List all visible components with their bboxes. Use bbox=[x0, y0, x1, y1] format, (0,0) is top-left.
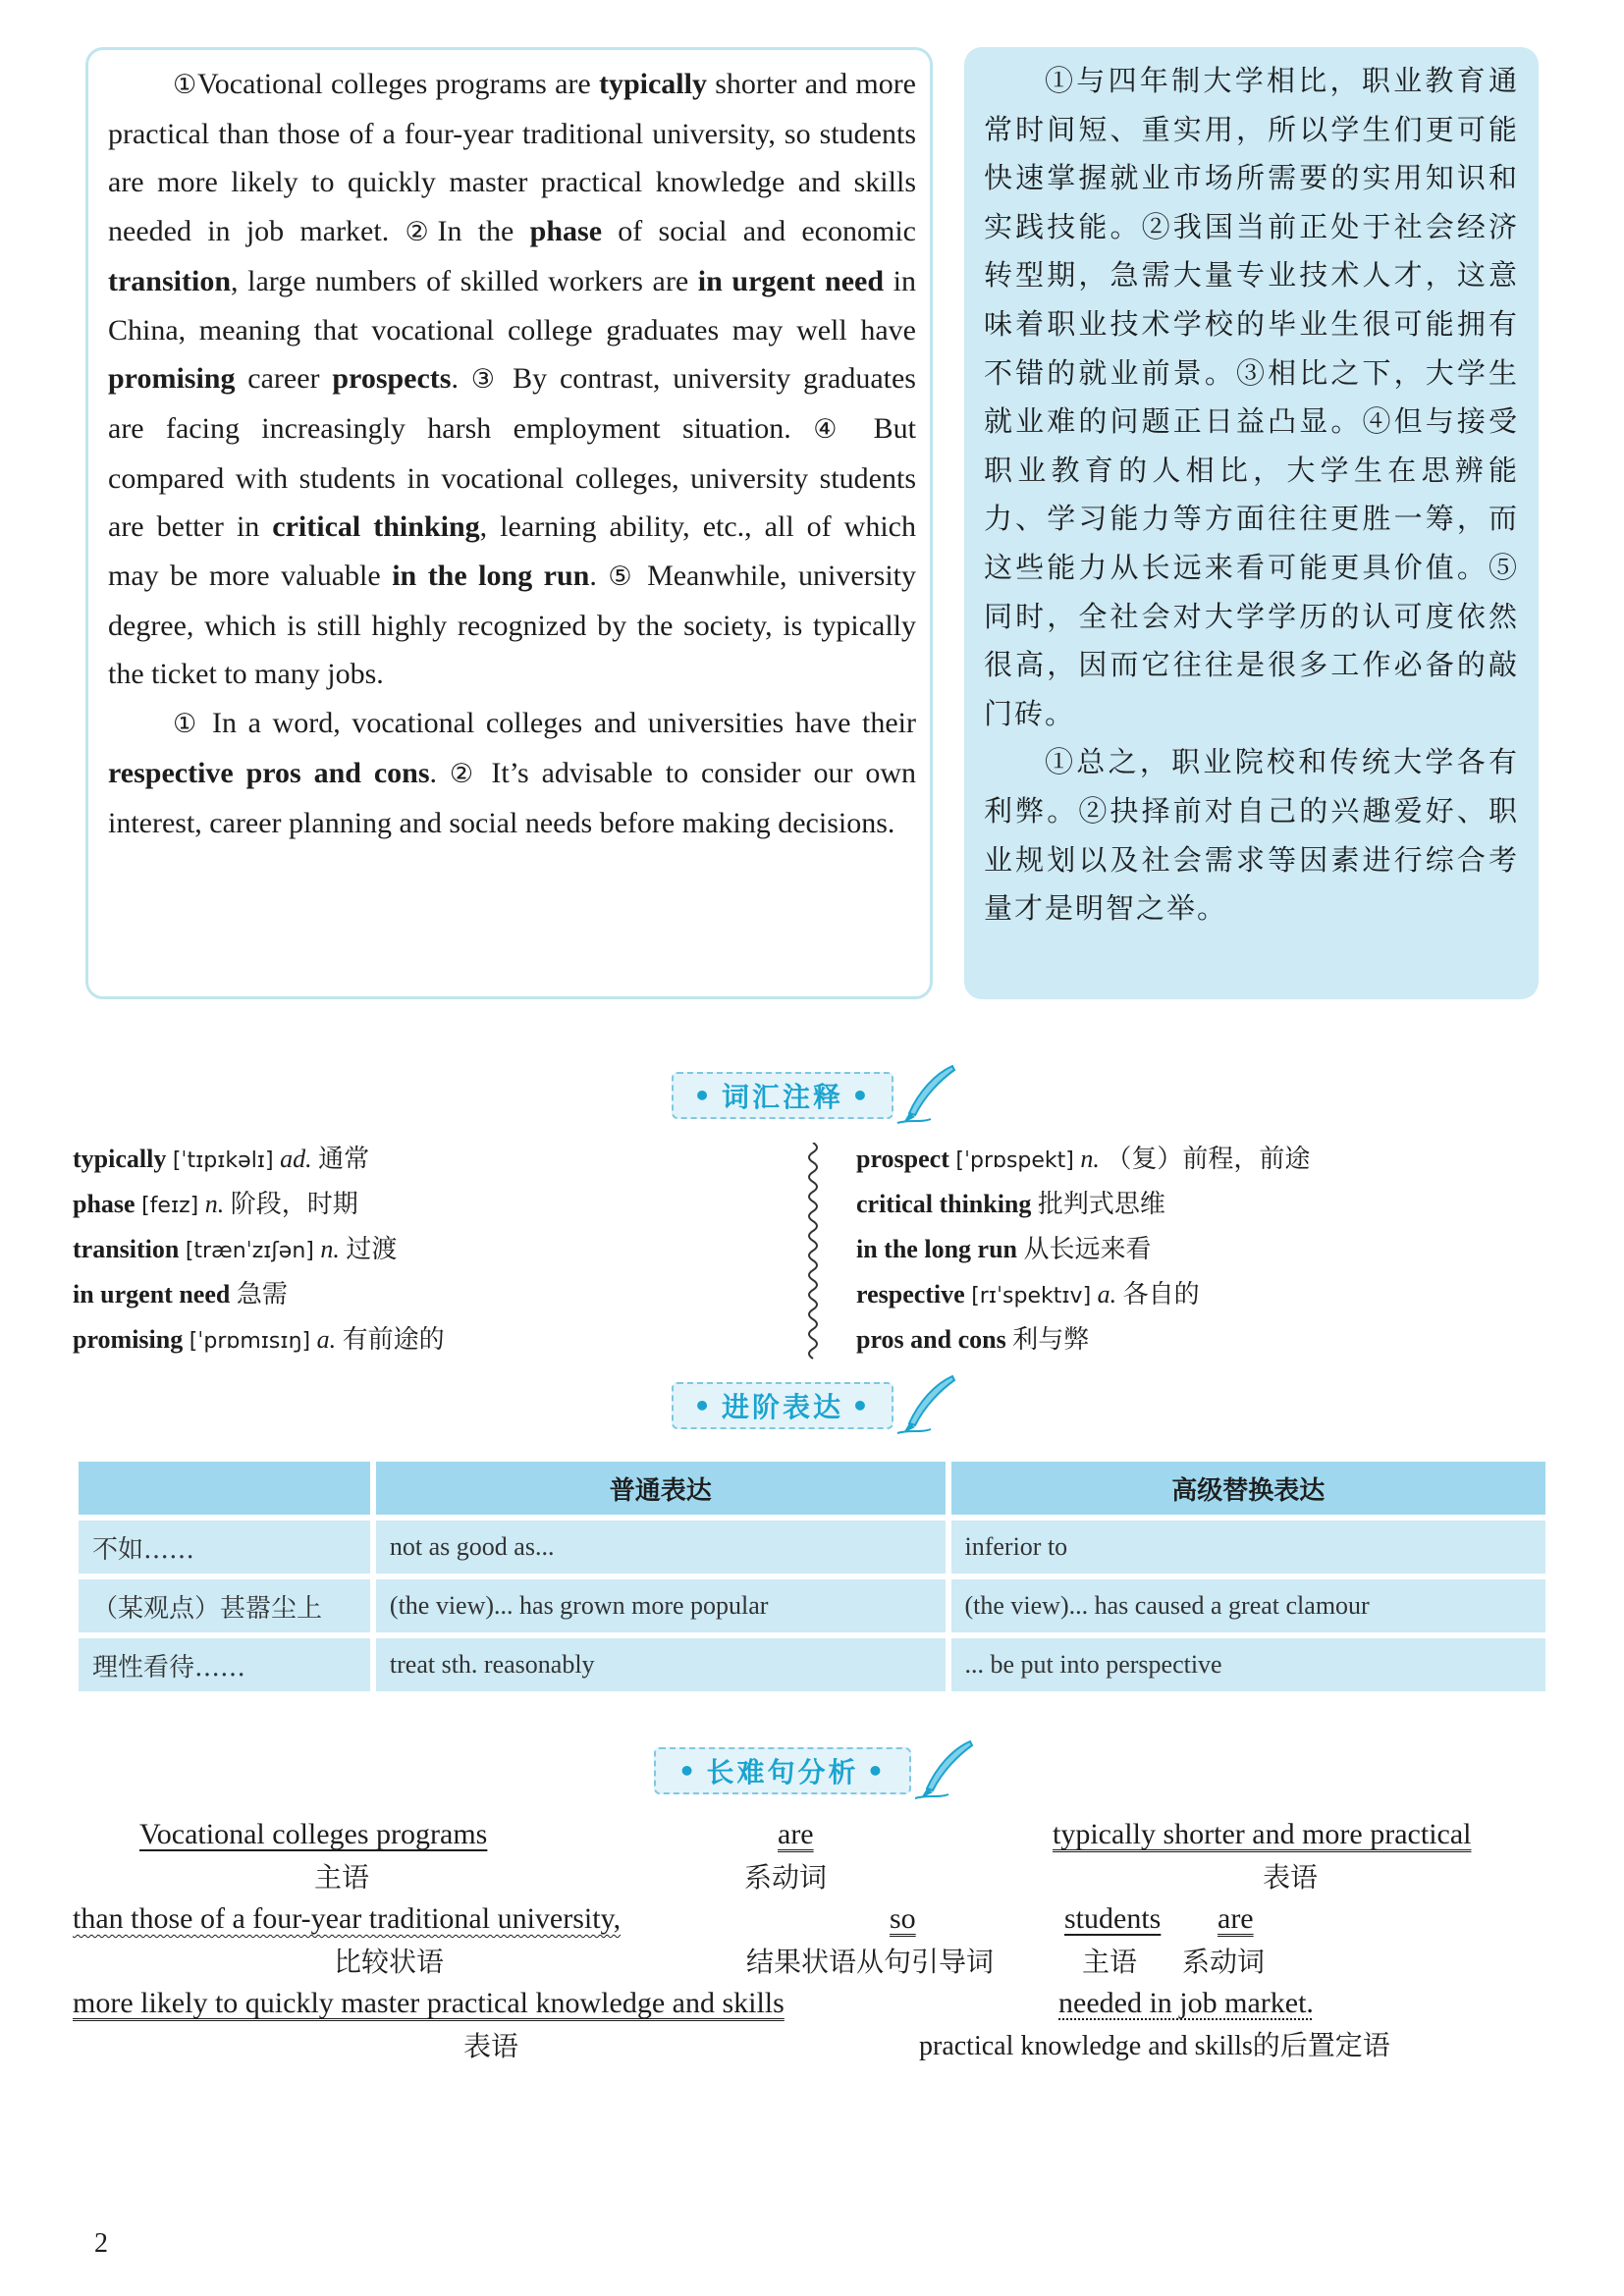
chinese-passage-box bbox=[964, 47, 1539, 999]
english-paragraph-1 bbox=[108, 60, 916, 699]
sentence-number: ② bbox=[405, 217, 438, 248]
key-term: typically bbox=[598, 68, 707, 100]
vocab-item bbox=[856, 1137, 1543, 1182]
analysis-conjunction-label: 结果状语从句引导词 bbox=[746, 1946, 995, 1978]
vocab-meaning: 通常 bbox=[318, 1145, 370, 1174]
vocab-word: phase bbox=[73, 1190, 135, 1218]
table-cell-topic: 理性看待…… bbox=[79, 1638, 370, 1691]
vocab-item bbox=[73, 1182, 819, 1227]
vocab-item bbox=[73, 1272, 819, 1317]
advanced-section-header: • 进阶表达 • bbox=[672, 1382, 893, 1429]
key-term: respective pros and cons bbox=[108, 756, 430, 789]
analysis-subject-2-label: 主语 bbox=[1082, 1946, 1138, 1978]
analysis-attributive: needed in job market. bbox=[1058, 1987, 1314, 2019]
vocab-meaning: 急需 bbox=[236, 1280, 288, 1309]
passage-text: . bbox=[589, 560, 609, 593]
vocab-pos: n. bbox=[1080, 1145, 1100, 1173]
passage-text: . bbox=[451, 362, 471, 396]
analysis-predicative: typically shorter and more practical bbox=[1053, 1818, 1472, 1850]
vocab-word: respective bbox=[856, 1280, 965, 1308]
table-cell-advanced: inferior to bbox=[951, 1521, 1546, 1574]
chinese-paragraph-1: ①与四年制大学相比，职业教育通常时间短、重实用，所以学生们更可能快速掌握就业市场所需要的实用知识和实践技能。②我国当前正处于社会经济转型期，急需大量专业技术人才，这意味着职业技术学校的毕业生很可能拥有不错的就业前景。③相比之下，大学生就业难的问题正日益凸显。④但与接受职业教育的人相比，大学生在思辨能力、学习能力等方面往往更胜一筹，而这些能力从长远来看可能更具价值。⑤同时，全社会对大学学历的认可度依然很高，因而它往往是很多工作必备的敲门砖。 bbox=[984, 64, 1519, 730]
sentence-number: ② bbox=[449, 758, 479, 789]
table-row bbox=[79, 1638, 1545, 1691]
vocab-meaning: 从长远来看 bbox=[1023, 1235, 1152, 1264]
vocab-pos: a. bbox=[1097, 1280, 1117, 1308]
analysis-section-header: • 长难句分析 • bbox=[654, 1747, 911, 1794]
vocab-word: pros and cons bbox=[856, 1325, 1006, 1354]
key-term: in urgent need bbox=[697, 264, 885, 297]
passage-text: But compared with students in vocational colleges, university students are better in bbox=[108, 411, 916, 544]
vocab-word: critical thinking bbox=[856, 1190, 1032, 1218]
passage-text: shorter and more practical than those of a four-year traditional university, so students are more likely to quickly master practical knowledge and skills needed in job market. bbox=[108, 68, 916, 248]
vocab-section-header: • 词汇注释 • bbox=[672, 1072, 893, 1119]
sentence-number: ① bbox=[173, 709, 201, 740]
vocab-phonetic: [trænˈzɪʃən] bbox=[185, 1239, 314, 1263]
sentence-number: ⑤ bbox=[608, 561, 636, 593]
vocab-phonetic: [ˈtɪpɪkəlɪ] bbox=[172, 1148, 274, 1173]
analysis-subject-2: students bbox=[1064, 1902, 1162, 1935]
vocab-pos: a. bbox=[316, 1325, 337, 1354]
vocab-meaning: 过渡 bbox=[346, 1235, 398, 1264]
analysis-predicative-2: more likely to quickly master practical knowledge and skills bbox=[73, 1987, 785, 2019]
page-number: 2 bbox=[94, 2228, 108, 2259]
passage-text: , learning ability, etc., all of which may be more valuable bbox=[108, 510, 916, 593]
vocab-phonetic: [feɪz] bbox=[141, 1194, 199, 1218]
vocab-meaning: 有前途的 bbox=[342, 1325, 445, 1355]
vocab-pos: n. bbox=[204, 1190, 225, 1218]
passage-text: career bbox=[235, 362, 333, 396]
passage-text: In a word, vocational colleges and universities have their bbox=[200, 707, 916, 740]
vocab-phonetic: [ˈprɒspekt] bbox=[955, 1148, 1074, 1173]
vocab-meaning: 各自的 bbox=[1122, 1280, 1200, 1309]
table-row bbox=[79, 1579, 1545, 1632]
vocab-word: prospect bbox=[856, 1145, 949, 1173]
expression-table bbox=[73, 1456, 1551, 1697]
vocab-item bbox=[856, 1317, 1543, 1362]
vocab-word: promising bbox=[73, 1325, 184, 1354]
table-header-topic bbox=[79, 1462, 370, 1515]
analysis-predicative-label: 表语 bbox=[1263, 1861, 1319, 1894]
analysis-section-title: 长难句分析 bbox=[706, 1756, 859, 1789]
vocab-item bbox=[856, 1227, 1543, 1272]
table-cell-common: not as good as... bbox=[376, 1521, 946, 1574]
vocab-word: typically bbox=[73, 1145, 167, 1173]
vocab-item bbox=[856, 1182, 1543, 1227]
passage-text: It’s advisable to consider our own interest, career planning and social needs before making decisions. bbox=[108, 756, 916, 839]
vocab-list-left bbox=[73, 1137, 819, 1362]
analysis-comparison: than those of a four-year traditional university, bbox=[73, 1902, 622, 1935]
vocab-phonetic: [ˈprɒmɪsɪŋ] bbox=[189, 1329, 311, 1354]
key-term: promising bbox=[108, 362, 236, 396]
table-header-advanced: 高级替换表达 bbox=[951, 1462, 1546, 1515]
vocab-item bbox=[73, 1137, 819, 1182]
chinese-paragraph-2: ①总之，职业院校和传统大学各有利弊。②抉择前对自己的兴趣爱好、职业规划以及社会需求等因素进行综合考量才是明智之举。 bbox=[984, 745, 1519, 926]
analysis-comparison-label: 比较状语 bbox=[334, 1946, 445, 1978]
passage-text: Vocational colleges programs are bbox=[196, 68, 599, 100]
analysis-subject-label: 主语 bbox=[314, 1861, 370, 1894]
passage-text: . bbox=[429, 756, 450, 789]
analysis-verb-2-label: 系动词 bbox=[1182, 1946, 1266, 1978]
passage-text: In the bbox=[437, 215, 530, 248]
passage-text: Meanwhile, university degree, which is still highly recognized by the society, is typically the ticket to many jobs. bbox=[108, 560, 916, 691]
vocab-meaning: 阶段，时期 bbox=[230, 1190, 358, 1219]
key-term: critical thinking bbox=[272, 510, 480, 544]
analysis-predicative-2-label: 表语 bbox=[463, 2030, 519, 2062]
key-term: phase bbox=[529, 215, 603, 248]
wavy-divider bbox=[801, 1143, 825, 1361]
vocab-word: in urgent need bbox=[73, 1280, 231, 1308]
analysis-subject: Vocational colleges programs bbox=[139, 1818, 488, 1850]
vocab-pos: n. bbox=[320, 1235, 340, 1263]
analysis-conjunction: so bbox=[890, 1902, 916, 1935]
vocab-item bbox=[856, 1272, 1543, 1317]
table-header-common: 普通表达 bbox=[376, 1462, 946, 1515]
passage-text: in China, meaning that vocational college graduates may well have bbox=[108, 264, 916, 347]
vocab-word: in the long run bbox=[856, 1235, 1017, 1263]
english-paragraph-2 bbox=[108, 699, 916, 847]
key-term: in the long run bbox=[392, 560, 590, 593]
sentence-number: ③ bbox=[470, 364, 501, 396]
english-passage bbox=[108, 60, 916, 847]
chinese-passage bbox=[984, 57, 1519, 934]
vocab-pos: ad. bbox=[280, 1145, 312, 1173]
vocab-item bbox=[73, 1227, 819, 1272]
sentence-number: ④ bbox=[813, 413, 852, 445]
table-cell-topic: （某观点）甚嚣尘上 bbox=[79, 1579, 370, 1632]
vocab-list-right bbox=[856, 1137, 1543, 1362]
vocab-word: transition bbox=[73, 1235, 180, 1263]
key-term: prospects bbox=[332, 362, 452, 396]
passage-text: , large numbers of skilled workers are bbox=[231, 264, 698, 297]
quill-pen-icon bbox=[895, 1372, 960, 1437]
table-cell-topic: 不如…… bbox=[79, 1521, 370, 1574]
table-cell-advanced: (the view)... has caused a great clamour bbox=[951, 1579, 1546, 1632]
analysis-verb-label: 系动词 bbox=[744, 1861, 828, 1894]
analysis-verb-2: are bbox=[1218, 1902, 1254, 1935]
key-term: transition bbox=[108, 264, 232, 297]
analysis-verb: are bbox=[778, 1818, 814, 1850]
sentence-number: ① bbox=[173, 70, 197, 100]
quill-pen-icon bbox=[895, 1062, 960, 1127]
vocab-meaning: 利与弊 bbox=[1012, 1325, 1090, 1355]
passage-text: of social and economic bbox=[602, 215, 916, 248]
passage-text: By contrast, university graduates are facing increasingly harsh employment situation. bbox=[108, 362, 916, 445]
table-cell-common: (the view)... has grown more popular bbox=[376, 1579, 946, 1632]
english-passage-box bbox=[85, 47, 933, 999]
quill-pen-icon bbox=[913, 1737, 978, 1802]
table-row bbox=[79, 1521, 1545, 1574]
vocab-phonetic: [rɪˈspektɪv] bbox=[971, 1284, 1092, 1308]
vocab-section-title: 词汇注释 bbox=[721, 1081, 843, 1113]
analysis-attributive-label: practical knowledge and skills的后置定语 bbox=[919, 2031, 1390, 2061]
advanced-section-title: 进阶表达 bbox=[721, 1391, 843, 1423]
table-cell-common: treat sth. reasonably bbox=[376, 1638, 946, 1691]
vocab-item bbox=[73, 1317, 819, 1362]
table-cell-advanced: ... be put into perspective bbox=[951, 1638, 1546, 1691]
vocab-meaning: （复）前程，前途 bbox=[1106, 1145, 1311, 1174]
vocab-meaning: 批判式思维 bbox=[1037, 1190, 1165, 1219]
